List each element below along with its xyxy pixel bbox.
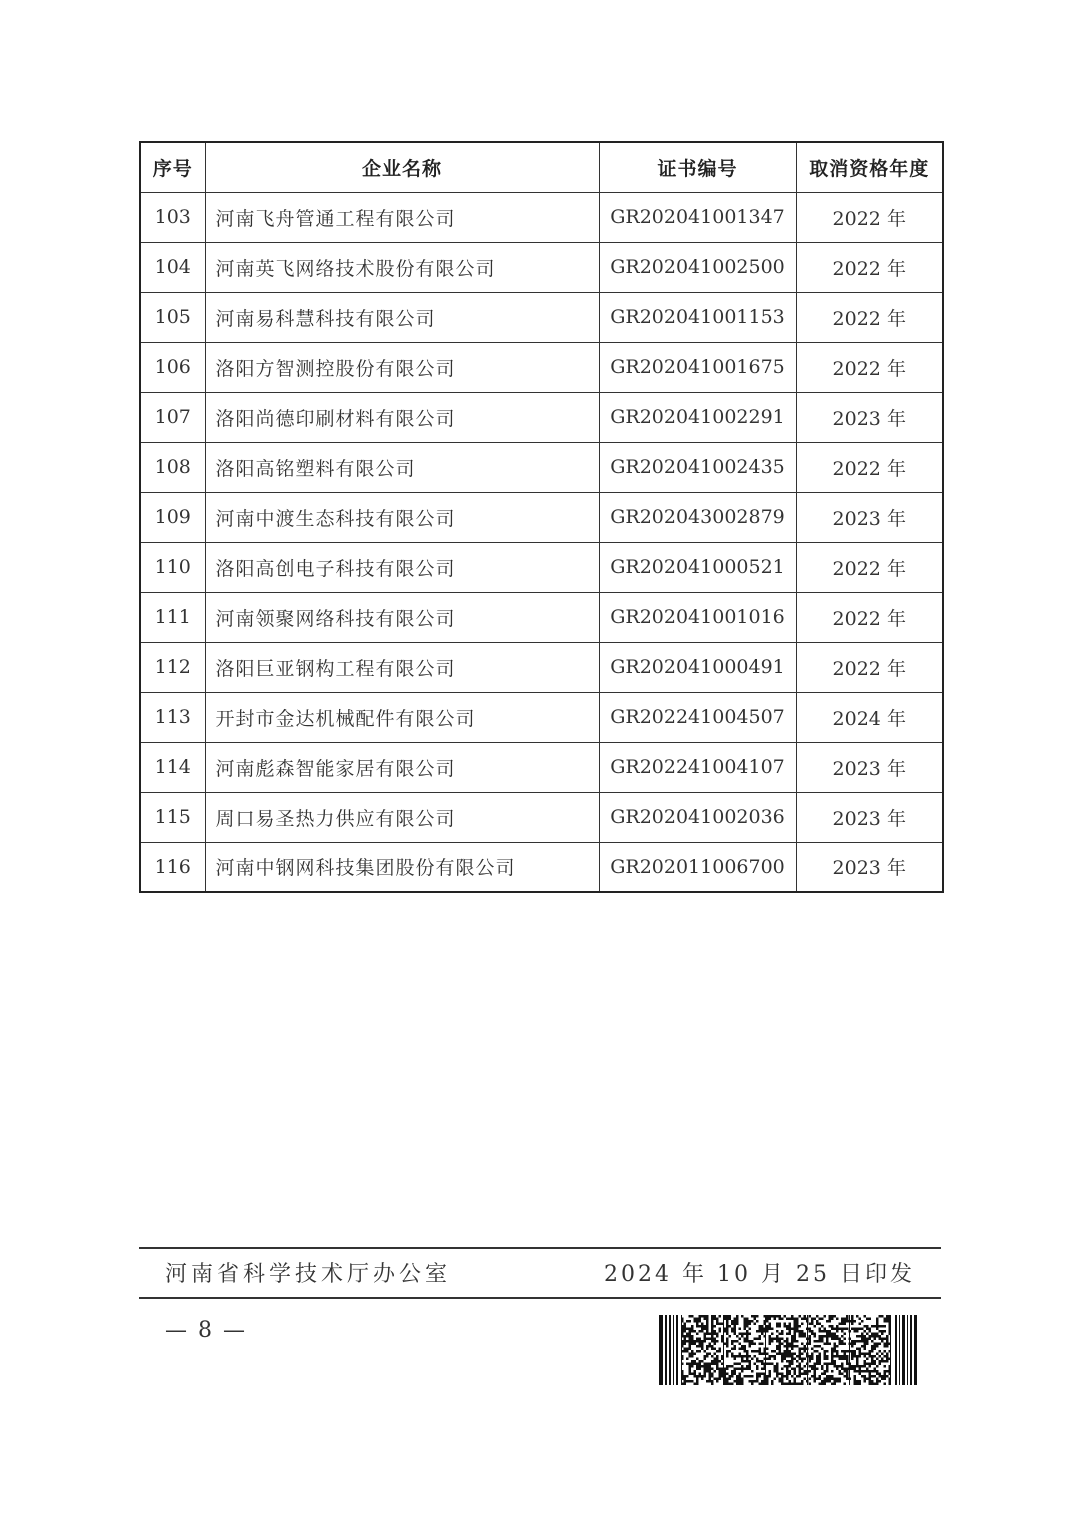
cell-cancellation-year: 2022 年 [796,592,943,642]
cell-serial-number: 108 [140,442,205,492]
cell-enterprise-name: 洛阳方智测控股份有限公司 [205,342,599,392]
cell-certificate-number: GR202041002291 [599,392,796,442]
table-header-row [140,142,943,192]
cell-cancellation-year: 2023 年 [796,842,943,892]
cell-cancellation-year: 2022 年 [796,542,943,592]
cell-cancellation-year: 2024 年 [796,692,943,742]
table-row [140,592,943,642]
cell-serial-number: 107 [140,392,205,442]
table-row [140,642,943,692]
issuing-office: 河南省科学技术厅办公室 [165,1262,452,1287]
table-row [140,392,943,442]
barcode-icon [659,1315,917,1385]
cancelled-enterprises-table [139,141,944,893]
cell-serial-number: 116 [140,842,205,892]
cell-serial-number: 115 [140,792,205,842]
cell-enterprise-name: 河南中渡生态科技有限公司 [205,492,599,542]
cell-enterprise-name: 洛阳尚德印刷材料有限公司 [205,392,599,442]
header-cancellation-year: 取消资格年度 [796,142,943,192]
cell-serial-number: 113 [140,692,205,742]
cell-enterprise-name: 河南中钢网科技集团股份有限公司 [205,842,599,892]
cell-serial-number: 106 [140,342,205,392]
cell-enterprise-name: 河南飞舟管通工程有限公司 [205,192,599,242]
cell-certificate-number: GR202041001153 [599,292,796,342]
header-enterprise-name: 企业名称 [205,142,599,192]
table-row [140,842,943,892]
footer-bottom-rule [139,1297,941,1299]
cell-cancellation-year: 2023 年 [796,492,943,542]
cell-cancellation-year: 2023 年 [796,392,943,442]
cell-certificate-number: GR202041000521 [599,542,796,592]
page-number: — 8 — [165,1318,247,1343]
cell-certificate-number: GR202041001675 [599,342,796,392]
cell-cancellation-year: 2022 年 [796,342,943,392]
table-row [140,242,943,292]
cell-cancellation-year: 2022 年 [796,442,943,492]
cell-serial-number: 105 [140,292,205,342]
header-certificate-number: 证书编号 [599,142,796,192]
cell-enterprise-name: 河南领聚网络科技有限公司 [205,592,599,642]
cell-enterprise-name: 洛阳巨亚钢构工程有限公司 [205,642,599,692]
issue-date: 2024 年 10 月 25 日印发 [604,1262,915,1287]
cell-serial-number: 103 [140,192,205,242]
header-serial-number: 序号 [140,142,205,192]
cell-serial-number: 109 [140,492,205,542]
cell-cancellation-year: 2022 年 [796,292,943,342]
table-row [140,542,943,592]
cell-certificate-number: GR202011006700 [599,842,796,892]
cell-enterprise-name: 河南彪森智能家居有限公司 [205,742,599,792]
cell-enterprise-name: 洛阳高铭塑料有限公司 [205,442,599,492]
table-row [140,492,943,542]
table-row [140,692,943,742]
cell-enterprise-name: 河南英飞网络技术股份有限公司 [205,242,599,292]
cell-certificate-number: GR202043002879 [599,492,796,542]
cell-serial-number: 111 [140,592,205,642]
table-row [140,442,943,492]
cell-certificate-number: GR202041000491 [599,642,796,692]
cell-cancellation-year: 2023 年 [796,792,943,842]
cell-serial-number: 114 [140,742,205,792]
cell-serial-number: 104 [140,242,205,292]
cell-certificate-number: GR202041002500 [599,242,796,292]
cell-enterprise-name: 周口易圣热力供应有限公司 [205,792,599,842]
table-row [140,342,943,392]
cell-cancellation-year: 2022 年 [796,242,943,292]
cell-certificate-number: GR202041001347 [599,192,796,242]
table-row [140,742,943,792]
cell-cancellation-year: 2022 年 [796,642,943,692]
cell-enterprise-name: 河南易科慧科技有限公司 [205,292,599,342]
cell-certificate-number: GR202241004507 [599,692,796,742]
cell-certificate-number: GR202241004107 [599,742,796,792]
table-row [140,792,943,842]
cell-cancellation-year: 2023 年 [796,742,943,792]
cell-enterprise-name: 洛阳高创电子科技有限公司 [205,542,599,592]
cell-certificate-number: GR202041002435 [599,442,796,492]
cell-cancellation-year: 2022 年 [796,192,943,242]
cell-certificate-number: GR202041001016 [599,592,796,642]
cell-enterprise-name: 开封市金达机械配件有限公司 [205,692,599,742]
cell-serial-number: 112 [140,642,205,692]
cell-serial-number: 110 [140,542,205,592]
table-row [140,292,943,342]
cell-certificate-number: GR202041002036 [599,792,796,842]
table-row [140,192,943,242]
footer-top-rule [139,1247,941,1249]
